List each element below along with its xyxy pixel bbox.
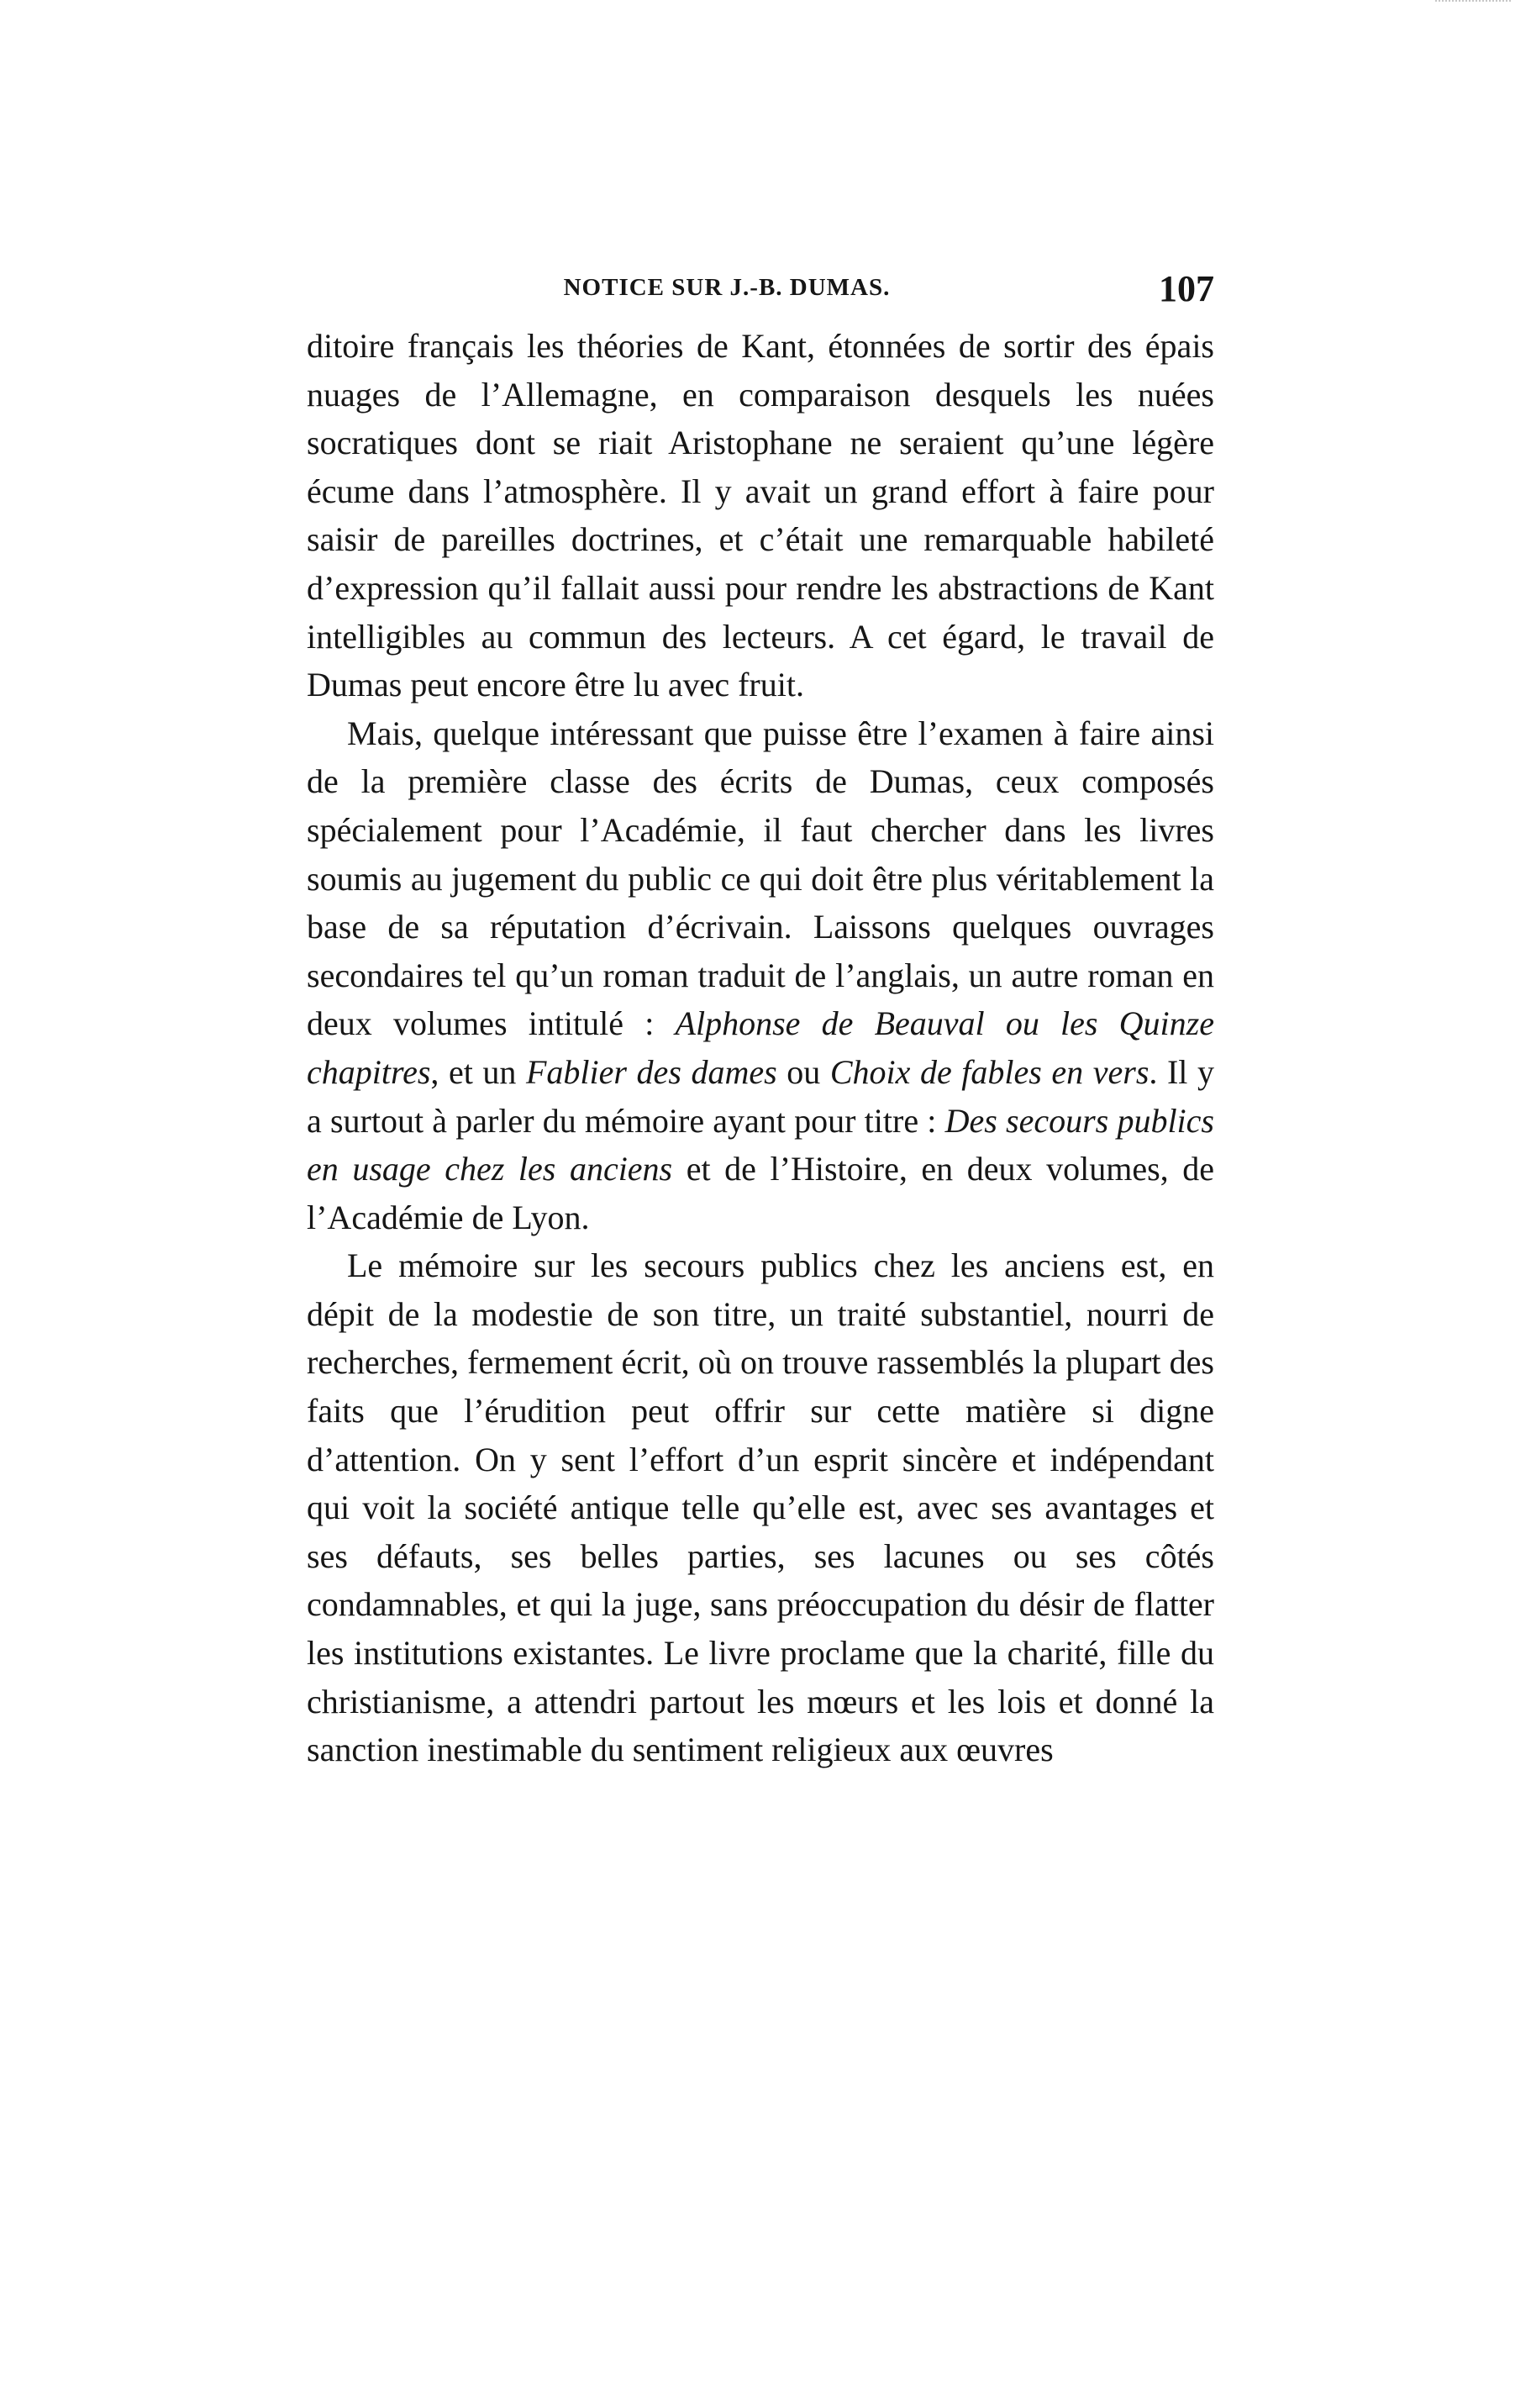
main-text-block bbox=[307, 322, 1214, 1774]
paragraph-2-text-end: et de l’Histoire, en deux volumes, de l’Académie de Lyon. bbox=[307, 1150, 1214, 1236]
running-head bbox=[307, 267, 1214, 318]
paragraph-2-text-join-2: ou bbox=[776, 1052, 830, 1091]
running-title: NOTICE SUR J.-B. DUMAS. bbox=[563, 274, 891, 301]
paragraph-2-text-join-3: . Il y a surtout à parler du mémoire ayant pour titre : bbox=[307, 1052, 1214, 1140]
paragraph-3 bbox=[307, 1241, 1214, 1774]
book-title-secours-publics: Des secours publics en usage chez les anciens bbox=[307, 1101, 1214, 1188]
page-number: 107 bbox=[1159, 268, 1214, 309]
book-title-fablier-des-dames: Fablier des dames bbox=[526, 1052, 777, 1091]
paragraph-1 bbox=[307, 322, 1214, 709]
book-title-choix-de-fables: Choix de fables en vers bbox=[829, 1052, 1150, 1091]
page-edge-mark bbox=[1435, 0, 1511, 3]
paragraph-1-text: ditoire français les théories de Kant, étonnées de sortir des épais nuages de l’Allemagne, en comparaison desquels les nuées socratiques dont se riait Aristophane ne seraient qu’une légère écume dans l’atmosphère. Il y avait un grand effort à faire pour saisir de pareilles doctrines, et c’était une remarquable habileté d’expression qu’il fallait aussi pour rendre les abstractions de Kant intelligibles au commun des lecteurs. A cet égard, le travail de Dumas peut encore être lu avec fruit. bbox=[307, 327, 1214, 704]
paragraph-2-text-join-1: , et un bbox=[430, 1052, 526, 1091]
paragraph-3-text: Le mémoire sur les secours publics chez les anciens est, en dépit de la modestie de son titre, un traité substantiel, nourri de recherches, fermement écrit, où on trouve rassemblés la plupart des faits que l’érudition peut offrir sur cette matière si digne d’attention. On y sent l’effort d’un esprit sincère et indépendant qui voit la société antique telle qu’elle est, avec ses avantages et ses défauts, ses belles parties, ses lacunes ou ses côtés condamnables, et qui la juge, sans préoccupation du désir de flatter les institutions existantes. Le livre proclame que la charité, fille du christianisme, a attendri partout les mœurs et les lois et donné la sanction inestimable du sentiment religieux aux œuvres bbox=[307, 1246, 1214, 1769]
paragraph-2-text-start: Mais, quelque intéressant que puisse être l’examen à faire ainsi de la première classe des écrits de Dumas, ceux composés spécialement pour l’Académie, il faut chercher dans les livres soumis au jugement du public ce qui doit être plus véritablement la base de sa réputation d’écrivain. Laissons quelques ouvrages secondaires tel qu’un roman traduit de l’anglais, un autre roman en deux volumes intitulé : bbox=[307, 714, 1214, 1043]
book-title-alphonse-de-beauval: Alphonse de Beauval ou les Quinze chapitres bbox=[307, 1004, 1214, 1091]
paragraph-2 bbox=[307, 709, 1214, 1242]
